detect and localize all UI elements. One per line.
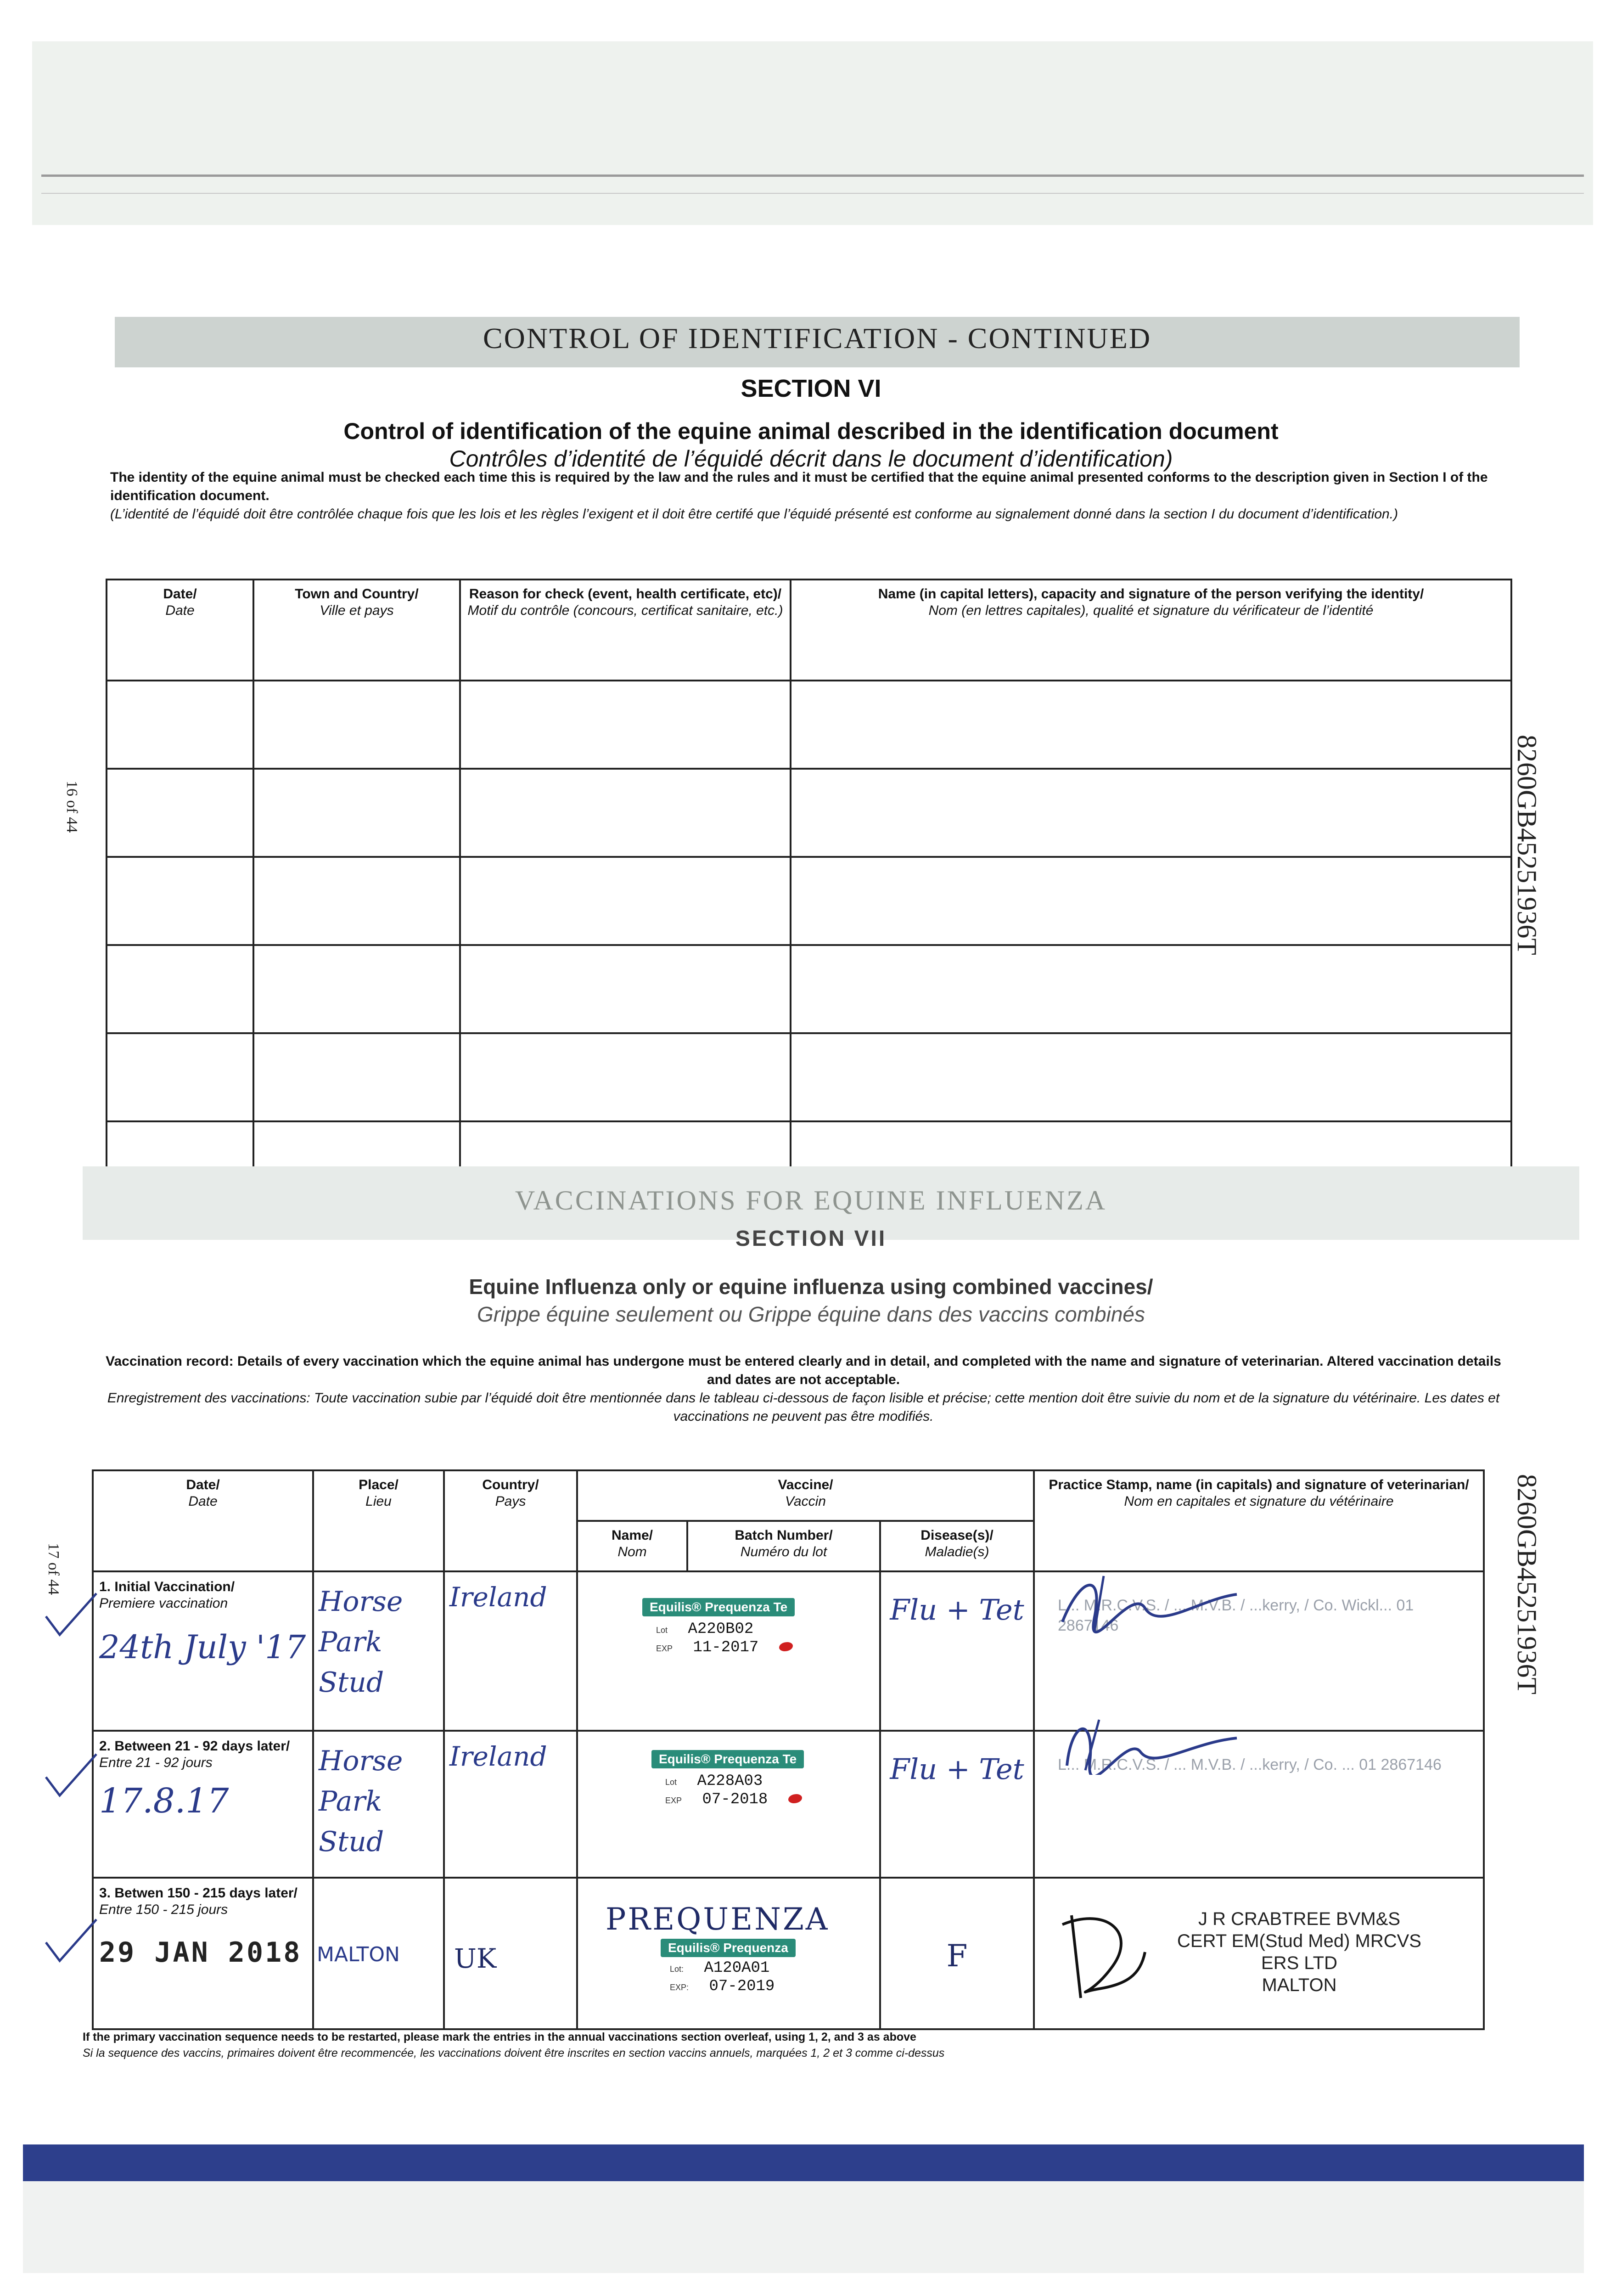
- header-verifier: Name (in capital letters), capacity and signature of the person verifying the identity/ Nom (en lettres capitales), qualité et signature du vérificateur de l’identité: [791, 580, 1511, 681]
- date-cell[interactable]: [107, 769, 253, 857]
- lot-number: A120A01: [704, 1959, 770, 1977]
- reason-cell[interactable]: [460, 1033, 791, 1121]
- lot-label: Lot: [665, 1778, 677, 1787]
- reason-cell[interactable]: [460, 1121, 791, 1172]
- vaccine-brand-label: Equilis® Prequenza: [661, 1939, 796, 1957]
- vaccination-row-3: [93, 1878, 1484, 2029]
- vaccination-table: [92, 1469, 1485, 2030]
- header-town-country: Town and Country/ Ville et pays: [253, 580, 460, 681]
- place-value: Horse Park Stud: [319, 1745, 403, 1858]
- section-vii-subtitle-en: Equine Influenza only or equine influenza using combined vaccines/: [469, 1275, 1153, 1299]
- exp-label: EXP: [665, 1796, 682, 1805]
- header-batch: Batch Number/ Numéro du lot: [687, 1521, 880, 1571]
- footnote-en: If the primary vaccination sequence needs to be restarted, please mark the entries in the annual vaccinations section overleaf, using 1, 2, and 3 as above: [83, 2031, 916, 2043]
- row-label-fr: Premiere vaccination: [99, 1596, 228, 1611]
- table-row: [107, 681, 1511, 769]
- row-label-fr: Entre 21 - 92 jours: [99, 1755, 213, 1770]
- section-vi-title: SECTION VI: [741, 375, 881, 402]
- header-date: Date/ Date: [107, 580, 253, 681]
- table-row: [107, 857, 1511, 945]
- red-ink-mark: [779, 1642, 793, 1651]
- town-cell[interactable]: [253, 1121, 460, 1172]
- practice-stamp-cell[interactable]: [1034, 1731, 1484, 1878]
- header-place: Place/ Lieu: [313, 1470, 444, 1571]
- town-cell[interactable]: [253, 945, 460, 1033]
- table-row: [107, 1033, 1511, 1121]
- place-cell[interactable]: [313, 1731, 444, 1878]
- vacc-date-cell[interactable]: [93, 1571, 313, 1731]
- document-number-top: 8260GB45251936T: [1512, 735, 1542, 955]
- vet-name-stamp: [1177, 1908, 1421, 1996]
- reason-cell[interactable]: [460, 681, 791, 769]
- practice-stamp-cell[interactable]: [1034, 1878, 1484, 2029]
- intro-text-en: The identity of the equine animal must be checked each time this is required by the law and the rules and it must be certified that the equine animal presented conforms to the description given in Section I of the identification document.: [110, 470, 1488, 503]
- section-vii-title: VACCINATIONS FOR EQUINE INFLUENZA: [515, 1185, 1107, 1216]
- place-cell[interactable]: [313, 1571, 444, 1731]
- vet-signature-2: [1053, 1706, 1246, 1775]
- scan-bottom-edge: [23, 2181, 1584, 2273]
- scan-top-band: [32, 41, 1593, 225]
- vaccination-row-1: [93, 1571, 1484, 1731]
- vaccination-record-fr: Enregistrement des vaccinations: Toute vaccination subie par l’équidé doit être mentionnée dans le tableau ci-dessous de façon lisible et précise; cette mention doit être suivie du nom et de la signature du vétérinaire. Les dates et vaccinations ne peuvent pas être modifiés.: [107, 1390, 1500, 1424]
- row-label: 1. Initial Vaccination/: [99, 1579, 235, 1594]
- vaccination-header-row: [93, 1470, 1484, 1521]
- vacc-date: 29 JAN 2018: [99, 1936, 302, 1969]
- exp-label: EXP:: [670, 1983, 689, 1992]
- document-number-bottom: 8260GB45251936T: [1512, 1474, 1542, 1694]
- vacc-date: 17.8.17: [99, 1781, 229, 1821]
- verifier-cell[interactable]: [791, 769, 1511, 857]
- scan-bottom-band: [23, 2144, 1584, 2181]
- vet-signature-1: [1053, 1567, 1246, 1636]
- vaccine-sticker-cell[interactable]: [577, 1731, 880, 1878]
- header-practice-stamp: Practice Stamp, name (in capitals) and signature of veterinarian/ Nom en capitales et signature du vétérinaire: [1034, 1470, 1484, 1571]
- country-value: UK: [454, 1943, 497, 1974]
- lot-label: Lot:: [670, 1964, 684, 1974]
- reason-cell[interactable]: [460, 857, 791, 945]
- town-cell[interactable]: [253, 857, 460, 945]
- row-label-fr: Entre 150 - 215 jours: [99, 1902, 228, 1917]
- header-country: Country/ Pays: [444, 1470, 577, 1571]
- footnote-fr: Si la sequence des vaccins, primaires doivent être recommencée, les vaccinations doivent être inscrites en section vaccins annuels, marquées 1, 2 et 3 comme ci-dessus: [83, 2047, 945, 2060]
- row-label: 2. Between 21 - 92 days later/: [99, 1739, 290, 1754]
- exp-label: EXP: [656, 1644, 673, 1653]
- town-cell[interactable]: [253, 1033, 460, 1121]
- page-number-top: 16 of 44: [63, 781, 80, 833]
- vet-stamp-block: [1044, 1897, 1474, 2007]
- vaccine-lot-block: [651, 1772, 870, 1809]
- vaccine-sticker: [606, 1939, 870, 1996]
- header-reason: Reason for check (event, health certificate, etc)/ Motif du contrôle (concours, certificat sanitaire, etc.): [460, 580, 791, 681]
- disease-cell[interactable]: [880, 1731, 1034, 1878]
- lot-number: A228A03: [697, 1773, 763, 1790]
- vet-signature-3: [1044, 1897, 1154, 2007]
- verifier-cell[interactable]: [791, 945, 1511, 1033]
- vaccine-sticker-cell[interactable]: [577, 1571, 880, 1731]
- table-row: [107, 1121, 1511, 1172]
- header-disease: Disease(s)/ Maladie(s): [880, 1521, 1034, 1571]
- country-cell[interactable]: [444, 1571, 577, 1731]
- verifier-cell[interactable]: [791, 1033, 1511, 1121]
- vaccine-sticker-cell[interactable]: [577, 1878, 880, 2029]
- vaccine-lot-block: [661, 1959, 870, 1996]
- disease-cell[interactable]: [880, 1878, 1034, 2029]
- section-vi-subtitle-fr: Contrôles d’identité de l’équidé décrit dans le document d’identification): [449, 446, 1173, 472]
- vet-stamp-line: CERT EM(Stud Med) MRCVS: [1177, 1931, 1421, 1951]
- lot-number: A220B02: [688, 1621, 754, 1638]
- scan-rule-faint: [41, 193, 1584, 194]
- place-value: Horse Park Stud: [319, 1586, 403, 1699]
- faint-vet-stamp: L... M.R.C.V.S. / ... M.V.B. / ...kerry, / Co. ... 01 2867146: [1058, 1756, 1442, 1773]
- identity-check-table: [106, 579, 1512, 1173]
- place-value: MALTON: [317, 1943, 400, 1966]
- vaccine-brand-label: Equilis® Prequenza Te: [642, 1598, 795, 1616]
- exp-date: 07-2019: [709, 1978, 775, 1995]
- exp-date: 07-2018: [702, 1791, 768, 1808]
- margin-tick-marks: [41, 1580, 106, 2039]
- scan-rule: [41, 174, 1584, 177]
- exp-date: 11-2017: [693, 1639, 759, 1656]
- table-row: [107, 769, 1511, 857]
- place-cell[interactable]: [313, 1878, 444, 2029]
- country-cell[interactable]: [444, 1731, 577, 1878]
- vaccination-row-2: [93, 1731, 1484, 1878]
- table-row: [107, 945, 1511, 1033]
- town-cell[interactable]: [253, 681, 460, 769]
- vaccine-brand-label: Equilis® Prequenza Te: [651, 1750, 804, 1768]
- faint-vet-stamp: L... M.R.C.V.S. / ... M.V.B. / ...kerry, / Co. Wickl... 01 2867146: [1058, 1597, 1414, 1634]
- country-cell[interactable]: [444, 1878, 577, 2029]
- section-vii-label: SECTION VII: [735, 1227, 887, 1251]
- vet-stamp-line: ERS LTD: [1261, 1953, 1337, 1973]
- town-cell[interactable]: [253, 769, 460, 857]
- verifier-cell[interactable]: [791, 857, 1511, 945]
- section-vi-subtitle-en: Control of identification of the equine animal described in the identification document: [343, 418, 1279, 444]
- red-ink-mark: [788, 1794, 802, 1803]
- vaccine-name-handwritten: PREQUENZA: [606, 1902, 830, 1937]
- header-vaccine: Vaccine/ Vaccin: [577, 1470, 1034, 1521]
- vet-stamp-line: J R CRABTREE BVM&S: [1198, 1909, 1401, 1929]
- country-value: Ireland: [449, 1741, 547, 1772]
- date-cell[interactable]: [107, 945, 253, 1033]
- header-vaccine-name: Name/ Nom: [577, 1521, 687, 1571]
- lot-label: Lot: [656, 1626, 668, 1635]
- verifier-cell[interactable]: [791, 1121, 1511, 1172]
- vacc-date-cell[interactable]: [93, 1878, 313, 2029]
- vaccination-record-en: Vaccination record: Details of every vaccination which the equine animal has undergone must be entered clearly and in detail, and completed with the name and signature of veterinarian. Altered vaccination details and dates are not acceptable.: [106, 1354, 1501, 1387]
- country-value: Ireland: [449, 1581, 547, 1613]
- date-cell[interactable]: [107, 681, 253, 769]
- intro-text-fr: (L’identité de l’équidé doit être contrôlée chaque fois que les lois et les règles l’exigent et il doit être certifé que l’équidé présenté est conforme au signalement donné dans la section I du document d’identification.): [110, 506, 1398, 522]
- identity-check-header-row: [107, 580, 1511, 681]
- date-cell[interactable]: [107, 1033, 253, 1121]
- vacc-date-cell[interactable]: [93, 1731, 313, 1878]
- disease-value: F: [946, 1938, 968, 1974]
- vacc-date: 24th July '17: [99, 1628, 306, 1666]
- reason-cell[interactable]: [460, 945, 791, 1033]
- vaccine-lot-block: [642, 1620, 870, 1657]
- verifier-cell[interactable]: [791, 681, 1511, 769]
- disease-value: Flu + Tet: [890, 1593, 1024, 1626]
- disease-cell[interactable]: [880, 1571, 1034, 1731]
- disease-value: Flu + Tet: [890, 1752, 1024, 1786]
- date-cell[interactable]: [107, 857, 253, 945]
- reason-cell[interactable]: [460, 769, 791, 857]
- page-title: CONTROL OF IDENTIFICATION - CONTINUED: [483, 322, 1152, 355]
- vet-stamp-line: MALTON: [1262, 1975, 1337, 1995]
- header-vacc-date: Date/ Date: [93, 1470, 313, 1571]
- date-cell[interactable]: [107, 1121, 253, 1172]
- row-label: 3. Betwen 150 - 215 days later/: [99, 1885, 297, 1901]
- section-vii-subtitle-fr: Grippe équine seulement ou Grippe équine dans des vaccins combinés: [477, 1302, 1145, 1326]
- page-number-bottom: 17 of 44: [45, 1543, 62, 1595]
